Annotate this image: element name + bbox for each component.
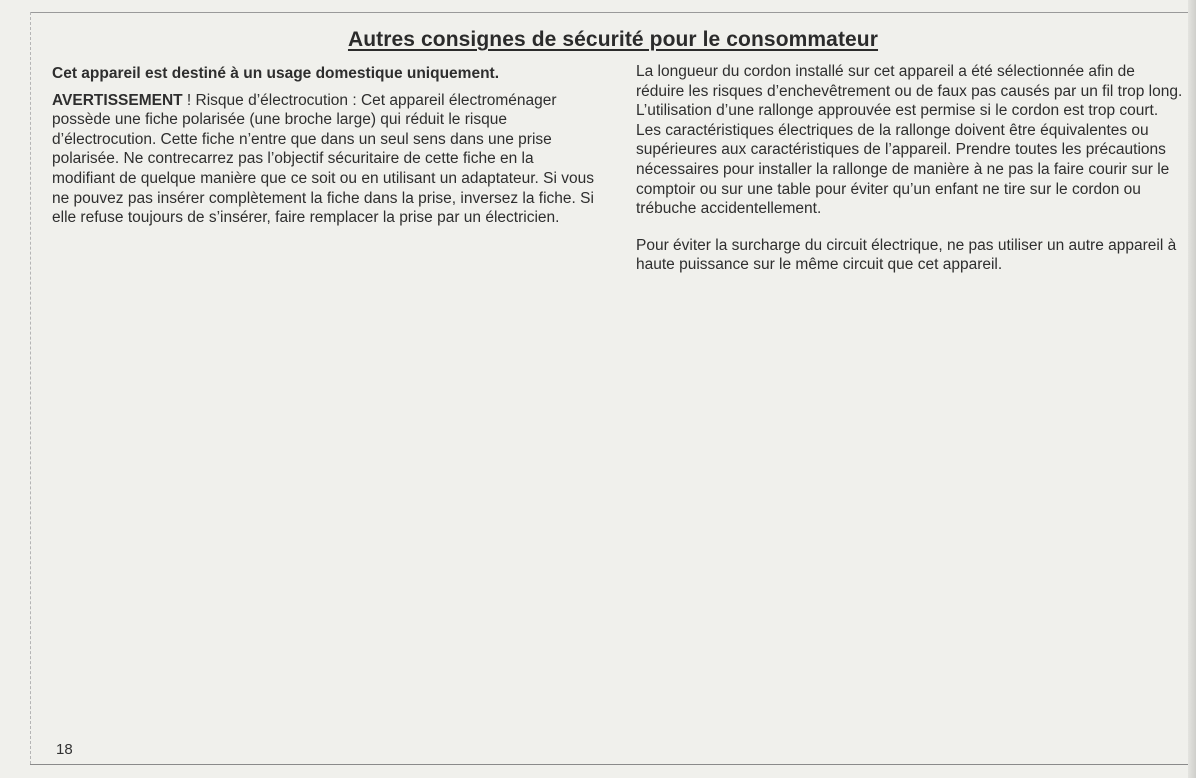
page-number: 18 xyxy=(56,741,73,758)
warning-text: ! Risque d’électrocution : Cet appareil électroménager possède une fiche polarisée (une broche large) qui réduit le risque d’électrocution. Cette fiche n’entre que dans un seul sens dans une prise polarisée. Ne contrecarrez pas l’objectif sécuritaire de cette fiche en la modifiant de quelque manière que ce soit ou en utilisant un adaptateur. Si vous ne pouvez pas insérer complètement la fiche dans la prise, inversez la fiche. Si elle refuse toujours de s’insérer, faire remplacer la prise par un électricien. xyxy=(52,91,595,227)
circuit-overload-paragraph: Pour éviter la surcharge du circuit électrique, ne pas utiliser un autre appareil à haute puissance sur le même circuit que cet appareil. xyxy=(636,236,1177,274)
page-edge-shadow xyxy=(1188,0,1196,778)
page-title: Autres consignes de sécurité pour le consommateur xyxy=(347,28,879,51)
page-top-rule xyxy=(30,12,1196,13)
left-column xyxy=(52,64,600,228)
right-column xyxy=(636,62,1184,275)
warning-paragraph xyxy=(52,91,600,228)
warning-label: AVERTISSEMENT xyxy=(52,91,183,109)
cord-length-paragraph: La longueur du cordon installé sur cet appareil a été sélectionnée afin de réduire les risques d’enchevêtrement ou de faux pas causés par un fil trop long. L’utilisation d’une rallonge approuvée est permise si le cordon est trop court. Les caractéristiques électriques de la rallonge doivent être équivalentes ou supérieures aux caractéristiques de l’appareil. Prendre toutes les précautions nécessaires pour installer la rallonge de manière à ne pas la faire courir sur le comptoir ou sur une table pour éviter qu’un enfant ne tire sur le cordon ou trébuche accidentellement. xyxy=(636,63,1183,218)
page-left-edge xyxy=(30,12,31,764)
page-bottom-rule xyxy=(30,764,1196,765)
domestic-use-notice: Cet appareil est destiné à un usage domestique uniquement. xyxy=(52,65,500,82)
